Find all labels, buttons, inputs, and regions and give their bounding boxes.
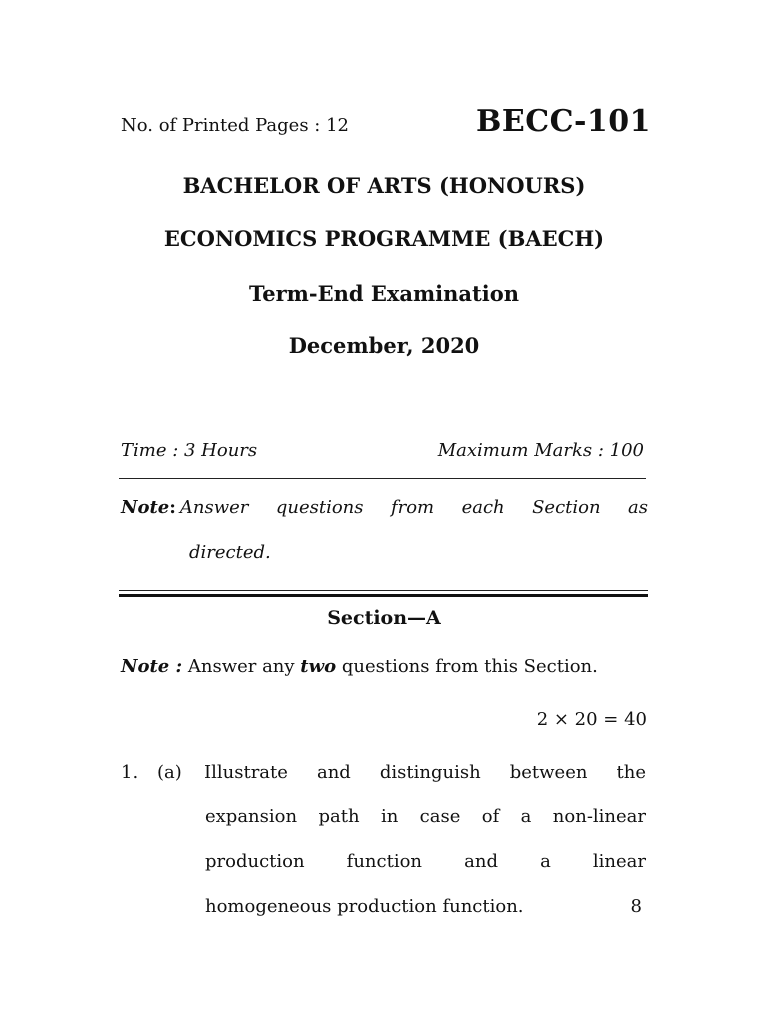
- section-a-note-text-after: questions from this Section.: [336, 656, 598, 677]
- general-note-label: Note: [121, 497, 170, 518]
- maximum-marks: Maximum Marks : 100: [437, 440, 644, 461]
- section-a-note-emphasis: two: [300, 656, 337, 677]
- question-text-line: production function and a linear: [205, 851, 646, 872]
- double-divider-thick: [119, 594, 648, 597]
- programme-subtitle: ECONOMICS PROGRAMME (BAECH): [163, 226, 605, 251]
- section-a-title: Section—A: [327, 607, 441, 629]
- section-a-marks-formula: 2 × 20 = 40: [536, 709, 647, 730]
- double-divider-thin: [119, 590, 648, 591]
- section-a-note-label: Note :: [121, 656, 183, 677]
- general-note-continuation: directed.: [189, 542, 271, 563]
- question-text-line: Illustrate and distinguish between the: [204, 762, 646, 783]
- exam-type-title: Term-End Examination: [248, 281, 519, 306]
- general-note-text: Answer questions from each Section as: [179, 497, 648, 518]
- section-a-note-text-before: Answer any: [182, 656, 301, 677]
- section-a-note: [121, 656, 598, 677]
- exam-date-title: December, 2020: [288, 333, 480, 358]
- course-code: BECC-101: [476, 104, 652, 139]
- exam-duration: Time : 3 Hours: [121, 440, 258, 461]
- programme-title: BACHELOR OF ARTS (HONOURS): [182, 173, 586, 198]
- question-text-line: expansion path in case of a non-linear: [205, 806, 646, 827]
- general-note: [121, 497, 648, 518]
- question-number: 1.: [121, 762, 139, 783]
- printed-pages-label: No. of Printed Pages : 12: [121, 115, 349, 136]
- divider-line: [119, 478, 646, 479]
- question-text-line: homogeneous production function.: [205, 896, 524, 917]
- question-part-label: (a): [157, 762, 182, 783]
- general-note-colon: :: [169, 497, 176, 518]
- question-marks: 8: [630, 896, 642, 917]
